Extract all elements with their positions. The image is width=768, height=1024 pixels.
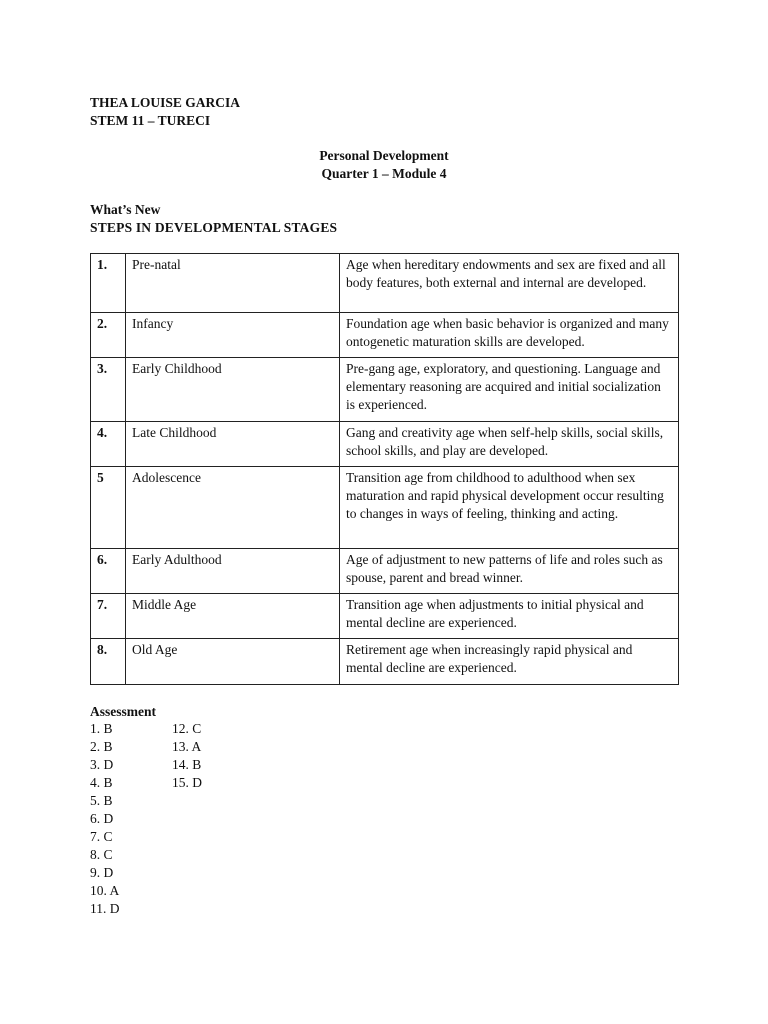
table-row	[91, 313, 679, 358]
stage-description: Transition age when adjustments to initial physical and mental decline are experienced.	[340, 594, 679, 639]
stage-description: Foundation age when basic behavior is organized and many ontogenetic maturation skills are developed.	[340, 313, 679, 358]
answer-item: 1. B	[90, 721, 113, 736]
stage-description: Pre-gang age, exploratory, and questioning. Language and elementary reasoning are acquired and initial socialization is experienced.	[340, 358, 679, 422]
stage-number: 7.	[91, 594, 126, 639]
subject-title: Personal Development	[319, 148, 449, 163]
answer-item: 6. D	[90, 811, 114, 826]
stage-number: 8.	[91, 639, 126, 685]
answers-column-1	[90, 720, 170, 918]
stage-number: 2.	[91, 313, 126, 358]
stage-name: Adolescence	[126, 467, 340, 549]
answer-item: 14. B	[172, 757, 202, 772]
answer-item: 12. C	[172, 721, 202, 736]
table-row	[91, 594, 679, 639]
answer-item: 2. B	[90, 739, 113, 754]
answer-item: 8. C	[90, 847, 113, 862]
answer-item: 13. A	[172, 739, 202, 754]
student-section: STEM 11 – TURECI	[90, 113, 211, 128]
answer-item: 4. B	[90, 775, 113, 790]
answer-item: 3. D	[90, 757, 114, 772]
stage-description: Age of adjustment to new patterns of life and roles such as spouse, parent and bread winner.	[340, 549, 679, 594]
table-row	[91, 254, 679, 313]
stage-name: Late Childhood	[126, 422, 340, 467]
student-name: THEA LOUISE GARCIA	[90, 95, 241, 110]
stage-number: 1.	[91, 254, 126, 313]
table-row	[91, 639, 679, 685]
stage-description: Retirement age when increasingly rapid physical and mental decline are experienced.	[340, 639, 679, 685]
stage-description: Age when hereditary endowments and sex are fixed and all body features, both external and internal are developed.	[340, 254, 679, 313]
stage-name: Early Adulthood	[126, 549, 340, 594]
stage-description: Transition age from childhood to adulthood when sex maturation and rapid physical development occur resulting to changes in ways of feeling, thinking and acting.	[340, 467, 679, 549]
answer-item: 15. D	[172, 775, 202, 790]
table-row	[91, 549, 679, 594]
section-heading: What’s New	[90, 202, 161, 217]
answers-column-2	[172, 720, 252, 792]
stage-name: Infancy	[126, 313, 340, 358]
stage-name: Old Age	[126, 639, 340, 685]
answer-item: 7. C	[90, 829, 113, 844]
answer-item: 9. D	[90, 865, 114, 880]
assessment-heading: Assessment	[90, 704, 156, 719]
module-title: Quarter 1 – Module 4	[321, 166, 447, 181]
table-title: STEPS IN DEVELOPMENTAL STAGES	[90, 220, 338, 235]
table-row	[91, 467, 679, 549]
stage-number: 4.	[91, 422, 126, 467]
table-row	[91, 422, 679, 467]
answer-item: 5. B	[90, 793, 113, 808]
stage-number: 6.	[91, 549, 126, 594]
answer-item: 10. A	[90, 883, 120, 898]
stage-name: Middle Age	[126, 594, 340, 639]
stage-name: Early Childhood	[126, 358, 340, 422]
stage-number: 3.	[91, 358, 126, 422]
stages-table	[90, 253, 679, 685]
answer-item: 11. D	[90, 901, 120, 916]
table-row	[91, 358, 679, 422]
stage-name: Pre-natal	[126, 254, 340, 313]
stage-number: 5	[91, 467, 126, 549]
stage-description: Gang and creativity age when self-help skills, social skills, school skills, and play are developed.	[340, 422, 679, 467]
